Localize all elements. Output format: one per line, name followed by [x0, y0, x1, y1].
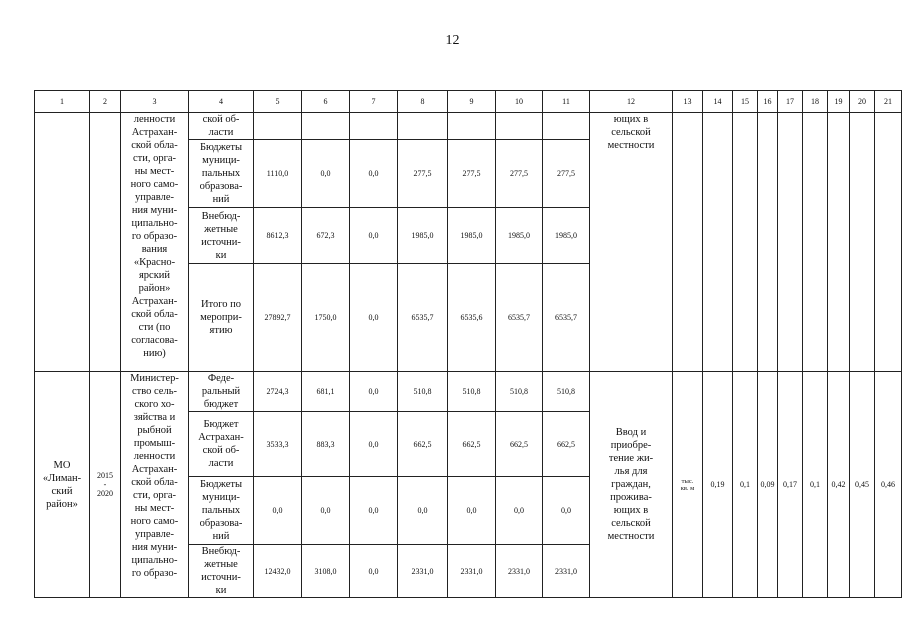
funding-source-line: Внебюд-: [201, 210, 241, 222]
period-line: 2020: [97, 489, 113, 498]
unit-line: кв. м: [680, 484, 695, 492]
empty-cell: [803, 113, 828, 372]
executor-line: ского хо-: [134, 399, 175, 410]
table-body: [35, 91, 902, 598]
funding-source-line: Бюджеты: [199, 142, 243, 153]
value-cell: 0,0: [350, 140, 398, 208]
indicator-line: сельской: [611, 127, 651, 138]
value-cell: 0,0: [302, 140, 350, 208]
empty-cell: [703, 113, 733, 372]
funding-source-line: Бюджеты: [199, 479, 243, 490]
executor-line: ципально-: [131, 218, 178, 229]
executor-line: ской обла-: [131, 140, 178, 151]
municipality-line: МО: [53, 459, 71, 471]
period-cell: [90, 372, 121, 598]
value-cell: 6535,6: [448, 264, 496, 372]
funding-source-line: Итого по: [200, 299, 242, 310]
value-cell: 2724,3: [254, 372, 302, 412]
indicator-line: Ввод и: [615, 427, 647, 438]
funding-source-line: ской об-: [202, 445, 240, 456]
indicator-value-cell: 0,09: [758, 372, 778, 598]
value-cell: [350, 113, 398, 140]
value-cell: 662,5: [543, 412, 590, 477]
value-cell: 0,0: [254, 477, 302, 545]
column-numbers-row: [35, 91, 902, 113]
executor-line: Министер-: [130, 373, 179, 384]
value-cell: 1985,0: [398, 208, 448, 264]
executor-line: ния муни-: [131, 542, 178, 553]
value-cell: 662,5: [496, 412, 543, 477]
value-cell: 12432,0: [254, 545, 302, 598]
funding-source-line: ской об-: [202, 114, 240, 125]
period-line: -: [103, 480, 107, 489]
column-number-cell: 2: [90, 91, 121, 113]
executor-line: ской обла-: [131, 477, 178, 488]
funding-source-line: Внебюд-: [201, 546, 241, 557]
executor-line: ярский: [138, 270, 171, 281]
executor-line: зяйства и: [133, 412, 176, 423]
executor-line: го образо-: [131, 231, 178, 242]
value-cell: [254, 113, 302, 140]
value-cell: 3533,3: [254, 412, 302, 477]
page-number: 12: [445, 33, 460, 48]
empty-cell: [733, 113, 758, 372]
executor-line: ния муни-: [131, 205, 178, 216]
value-cell: 0,0: [350, 412, 398, 477]
value-cell: 681,1: [302, 372, 350, 412]
empty-cell: [673, 113, 703, 372]
period-line: 2015: [97, 471, 113, 480]
funding-source-cell: [189, 140, 254, 208]
funding-source-line: Феде-: [207, 373, 235, 384]
indicator-line: ющих в: [613, 505, 649, 516]
municipality-line: ский: [51, 485, 73, 497]
funding-source-line: муници-: [202, 155, 240, 166]
column-number-cell: 6: [302, 91, 350, 113]
indicator-value-cell: 0,17: [778, 372, 803, 598]
funding-source-line: ки: [215, 585, 227, 596]
value-cell: 510,8: [448, 372, 496, 412]
funding-source-cell: [189, 545, 254, 598]
column-number-cell: 3: [121, 91, 189, 113]
municipality-line: район»: [46, 498, 78, 510]
executor-line: ленности: [133, 451, 176, 462]
empty-cell: [758, 113, 778, 372]
executor-line: го образо-: [131, 568, 178, 579]
funding-source-line: источни-: [201, 236, 241, 248]
column-number-cell: 1: [35, 91, 90, 113]
value-cell: 1985,0: [543, 208, 590, 264]
value-cell: [496, 113, 543, 140]
indicator-value-cell: 0,19: [703, 372, 733, 598]
funding-source-line: источни-: [201, 572, 241, 583]
column-number-cell: 10: [496, 91, 543, 113]
indicator-cell: [590, 113, 673, 372]
executor-line: сти, орга-: [132, 153, 177, 164]
funding-source-line: Бюджет: [203, 419, 239, 430]
funding-source-line: ний: [212, 194, 230, 205]
funding-source-line: образова-: [199, 518, 243, 529]
value-cell: 277,5: [496, 140, 543, 208]
executor-line: управле-: [135, 192, 174, 203]
value-cell: 1985,0: [448, 208, 496, 264]
funding-source-cell: [189, 208, 254, 264]
executor-cell: [121, 113, 189, 372]
value-cell: 0,0: [398, 477, 448, 545]
indicator-value-cell: 0,45: [850, 372, 875, 598]
column-number-cell: 20: [850, 91, 875, 113]
funding-source-cell: [189, 477, 254, 545]
funding-source-line: жетные: [204, 559, 238, 570]
executor-line: Астрахан-: [131, 127, 178, 138]
column-number-cell: 5: [254, 91, 302, 113]
value-cell: 2331,0: [496, 545, 543, 598]
indicator-line: сельской: [611, 518, 651, 529]
value-cell: 0,0: [350, 545, 398, 598]
executor-line: сти, орга-: [132, 490, 177, 501]
funding-source-line: ласти: [208, 458, 234, 469]
executor-line: сти (по: [138, 322, 171, 333]
value-cell: [448, 113, 496, 140]
executor-line: ного само-: [130, 516, 179, 527]
funding-source-line: пальных: [201, 505, 241, 516]
column-number-cell: 15: [733, 91, 758, 113]
executor-line: промыш-: [133, 438, 176, 449]
value-cell: 883,3: [302, 412, 350, 477]
funding-source-cell: [189, 412, 254, 477]
value-cell: 1110,0: [254, 140, 302, 208]
column-number-cell: 7: [350, 91, 398, 113]
indicator-line: лья для: [614, 466, 648, 477]
funding-source-cell: [189, 264, 254, 372]
executor-line: ленности: [133, 114, 176, 125]
column-number-cell: 14: [703, 91, 733, 113]
value-cell: 662,5: [398, 412, 448, 477]
value-cell: 3108,0: [302, 545, 350, 598]
executor-line: рыбной: [137, 425, 172, 436]
program-table: [34, 90, 902, 598]
funding-source-line: ласти: [208, 127, 234, 138]
funding-source-line: ятию: [209, 325, 233, 336]
funding-source-line: ки: [215, 249, 227, 261]
executor-line: ципально-: [131, 555, 178, 566]
executor-line: ской обла-: [131, 309, 178, 320]
column-number-cell: 13: [673, 91, 703, 113]
column-number-cell: 18: [803, 91, 828, 113]
executor-line: управле-: [135, 529, 174, 540]
executor-line: согласова-: [131, 335, 178, 346]
executor-line: «Красно-: [133, 257, 176, 268]
value-cell: 8612,3: [254, 208, 302, 264]
unit-line: тыс.: [681, 477, 694, 485]
funding-source-cell: [189, 372, 254, 412]
value-cell: 277,5: [448, 140, 496, 208]
indicator-value-cell: 0,42: [828, 372, 850, 598]
value-cell: 2331,0: [448, 545, 496, 598]
indicator-line: граждан,: [611, 479, 651, 490]
value-cell: 1750,0: [302, 264, 350, 372]
indicator-line: ющих в: [613, 114, 649, 125]
value-cell: 27892,7: [254, 264, 302, 372]
indicator-line: местности: [607, 140, 655, 151]
value-cell: 0,0: [448, 477, 496, 545]
indicator-line: приобре-: [610, 440, 652, 451]
funding-source-cell: [189, 113, 254, 140]
value-cell: 510,8: [496, 372, 543, 412]
block1-row: [35, 113, 902, 140]
funding-source-line: образова-: [199, 181, 243, 192]
value-cell: 0,0: [350, 208, 398, 264]
value-cell: 6535,7: [496, 264, 543, 372]
value-cell: 6535,7: [398, 264, 448, 372]
period-cell: [90, 113, 121, 372]
funding-source-line: ральный: [201, 386, 241, 397]
column-number-cell: 9: [448, 91, 496, 113]
value-cell: 0,0: [350, 264, 398, 372]
value-cell: 662,5: [448, 412, 496, 477]
executor-line: ство сель-: [132, 386, 177, 397]
column-number-cell: 16: [758, 91, 778, 113]
value-cell: 0,0: [350, 477, 398, 545]
funding-source-line: Астрахан-: [198, 432, 244, 443]
value-cell: 0,0: [543, 477, 590, 545]
value-cell: 2331,0: [398, 545, 448, 598]
value-cell: [398, 113, 448, 140]
funding-source-line: пальных: [201, 168, 241, 179]
value-cell: 0,0: [496, 477, 543, 545]
indicator-value-cell: 0,1: [733, 372, 758, 598]
value-cell: 0,0: [350, 372, 398, 412]
value-cell: 6535,7: [543, 264, 590, 372]
executor-line: вания: [141, 244, 168, 255]
column-number-cell: 11: [543, 91, 590, 113]
column-number-cell: 21: [875, 91, 902, 113]
unit-cell: [673, 372, 703, 598]
municipality-cell: [35, 372, 90, 598]
funding-source-line: муници-: [202, 492, 240, 503]
municipality-line: «Лиман-: [42, 472, 82, 484]
funding-source-line: ний: [212, 531, 230, 542]
empty-cell: [850, 113, 875, 372]
value-cell: 1985,0: [496, 208, 543, 264]
executor-line: Астрахан-: [131, 464, 178, 475]
indicator-value-cell: 0,46: [875, 372, 902, 598]
executor-line: нию): [143, 348, 166, 359]
empty-cell: [875, 113, 902, 372]
block2-row: [35, 372, 902, 412]
indicator-line: тение жи-: [608, 453, 654, 464]
column-number-cell: 17: [778, 91, 803, 113]
value-cell: 672,3: [302, 208, 350, 264]
value-cell: 0,0: [302, 477, 350, 545]
value-cell: 2331,0: [543, 545, 590, 598]
value-cell: [543, 113, 590, 140]
value-cell: 277,5: [543, 140, 590, 208]
funding-source-line: меропри-: [200, 312, 242, 323]
indicator-line: местности: [607, 531, 655, 542]
column-number-cell: 12: [590, 91, 673, 113]
empty-cell: [828, 113, 850, 372]
funding-source-line: бюджет: [203, 399, 239, 410]
indicator-line: прожива-: [610, 492, 652, 503]
value-cell: 510,8: [543, 372, 590, 412]
column-number-cell: 19: [828, 91, 850, 113]
value-cell: 510,8: [398, 372, 448, 412]
executor-line: ны мест-: [134, 503, 175, 514]
funding-source-line: жетные: [204, 223, 238, 235]
executor-line: ного само-: [130, 179, 179, 190]
column-number-cell: 4: [189, 91, 254, 113]
indicator-value-cell: 0,1: [803, 372, 828, 598]
column-number-cell: 8: [398, 91, 448, 113]
executor-line: район»: [138, 283, 171, 294]
value-cell: 277,5: [398, 140, 448, 208]
municipality-cell: [35, 113, 90, 372]
empty-cell: [778, 113, 803, 372]
executor-cell: [121, 372, 189, 598]
indicator-cell: [590, 372, 673, 598]
executor-line: ны мест-: [134, 166, 175, 177]
executor-line: Астрахан-: [131, 296, 178, 307]
value-cell: [302, 113, 350, 140]
